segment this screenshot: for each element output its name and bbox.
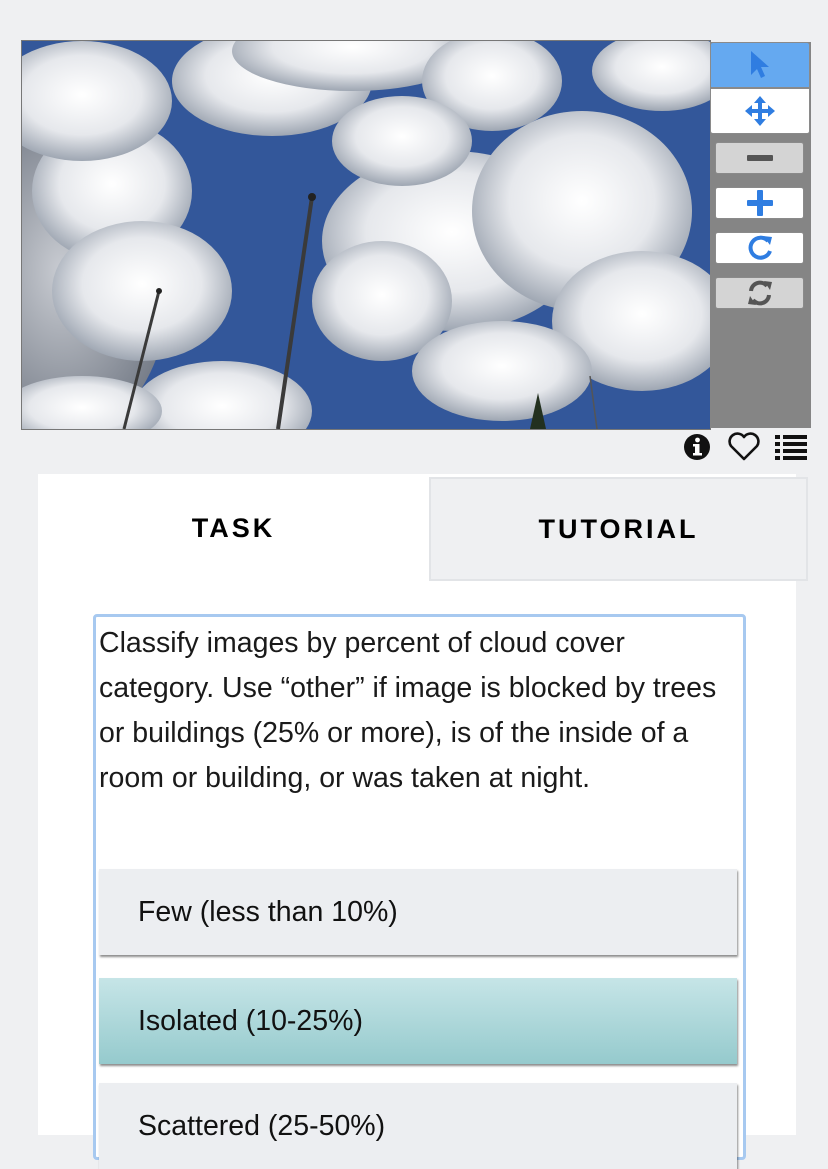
answer-label: Isolated (10-25%) [138, 1004, 363, 1037]
task-area [93, 614, 746, 1160]
reset-button[interactable] [715, 277, 804, 309]
info-icon[interactable] [682, 432, 712, 467]
list-icon[interactable] [774, 432, 808, 467]
zoom-in-button[interactable] [715, 187, 804, 219]
subject-viewer [21, 40, 811, 430]
minus-icon [747, 154, 773, 162]
answer-option-isolated[interactable] [99, 978, 737, 1064]
subject-image[interactable] [21, 40, 711, 430]
select-tool-button[interactable] [710, 42, 810, 88]
move-icon [744, 95, 776, 127]
answer-option-scattered[interactable] [99, 1083, 737, 1169]
task-panel [38, 474, 796, 1142]
answer-label: Scattered (25-50%) [138, 1109, 386, 1142]
viewer-toolbar [710, 42, 811, 428]
heart-icon[interactable] [727, 432, 761, 467]
tab-tutorial[interactable]: TUTORIAL [429, 477, 808, 581]
subject-actions [680, 432, 810, 466]
pan-tool-button[interactable] [710, 88, 810, 134]
zoom-out-button[interactable] [715, 142, 804, 174]
tab-task[interactable]: TASK [38, 474, 429, 582]
rotate-button[interactable] [715, 232, 804, 264]
rotate-icon [746, 234, 774, 262]
plus-icon [747, 190, 773, 216]
answer-label: Few (less than 10%) [138, 895, 398, 928]
answer-option-few[interactable] [99, 869, 737, 955]
refresh-icon [746, 279, 774, 307]
task-instructions: Classify images by percent of cloud cover category. Use “other” if image is blocked by trees or buildings (25% or more), is of the inside of a room or building, or was taken at night. [99, 627, 717, 794]
pointer-icon [749, 50, 771, 80]
